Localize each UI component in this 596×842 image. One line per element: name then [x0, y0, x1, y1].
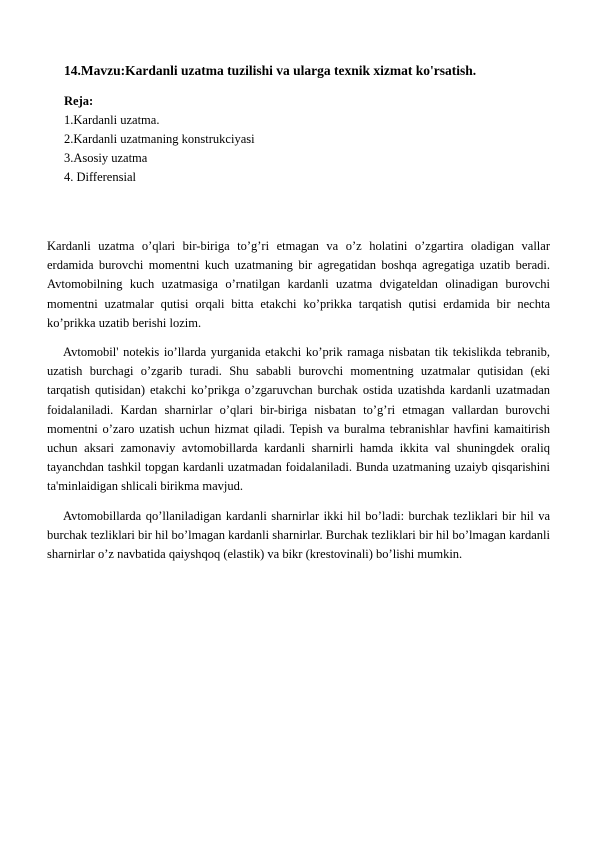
plan-list — [64, 111, 255, 187]
paragraph: Avtomobil' notekis io’llarda yurganida etakchi ko’prik ramaga nisbatan tik tekislikda tebranib, uzatish burchagi o’zgarib turadi. Shu sababli burovchi momentning uzatmalar qutisidan (eki tarqatish qutisidan) etakchi ko’prikga o’zgaruvchan burchak ostida uzatishda kardanli uzatmadan foidalaniladi. Kardan sharnirlar o’qlari bir-biriga nisbatan to’g’ri etmagan vallardan burovchi momentni o’zaro uzatish uchun hizmat qiladi. Tepish va buralma tebranishlar havfini kamaitirish uchun aksari zamonaviy avtomobillarda kardanli sharnirli hamda ikkita val shuningdek oraliq tayanchdan tashkil topgan kardanli uzatmadan foidalaniladi. Bunda uzatmaning uzaiyb qisqarishini ta'minlaidigan shlicali birikma mavjud. — [47, 345, 550, 494]
document-title: 14.Mavzu:Kardanli uzatma tuzilishi va ularga texnik xizmat ko'rsatish. — [64, 63, 477, 78]
plan-item: 1.Kardanli uzatma. — [64, 113, 160, 127]
plan-item: 3.Asosiy uzatma — [64, 151, 148, 165]
plan-item: 4. Differensial — [64, 170, 136, 184]
plan-heading: Reja: — [64, 94, 94, 108]
plan-item: 2.Kardanli uzatmaning konstrukciyasi — [64, 132, 255, 146]
paragraph: Kardanli uzatma o’qlari bir-biriga to’g’ri etmagan va o’z holatini o’zgartira oladigan vallar erdamida burovchi momentni kuch uzatmaning bir agregatidan boshqa agregatiga uzatib beradi. Avtomobilning kuch uzatmasiga o’rnatilgan kardanli uzatma dvigateldan olinadigan burovchi momentni uzatmalar qutisi orqali bitta etakchi ko’prikka tarqatish qutisi erdamida bir nechta ko’prikka uzatib berishi lozim. — [47, 239, 550, 330]
body-text — [47, 237, 550, 574]
plan-section — [64, 92, 255, 187]
paragraph: Avtomobillarda qo’llaniladigan kardanli sharnirlar ikki hil bo’ladi: burchak tezliklari bir hil va burchak tezliklari bir hil bo’lmagan kardanli sharnirlar. Burchak tezliklari bir hil bo’lmagan kardanli sharnirlar o’z navbatida qaiyshqoq (elastik) va bikr (krestovinali) bo’lishi mumkin. — [47, 508, 550, 562]
